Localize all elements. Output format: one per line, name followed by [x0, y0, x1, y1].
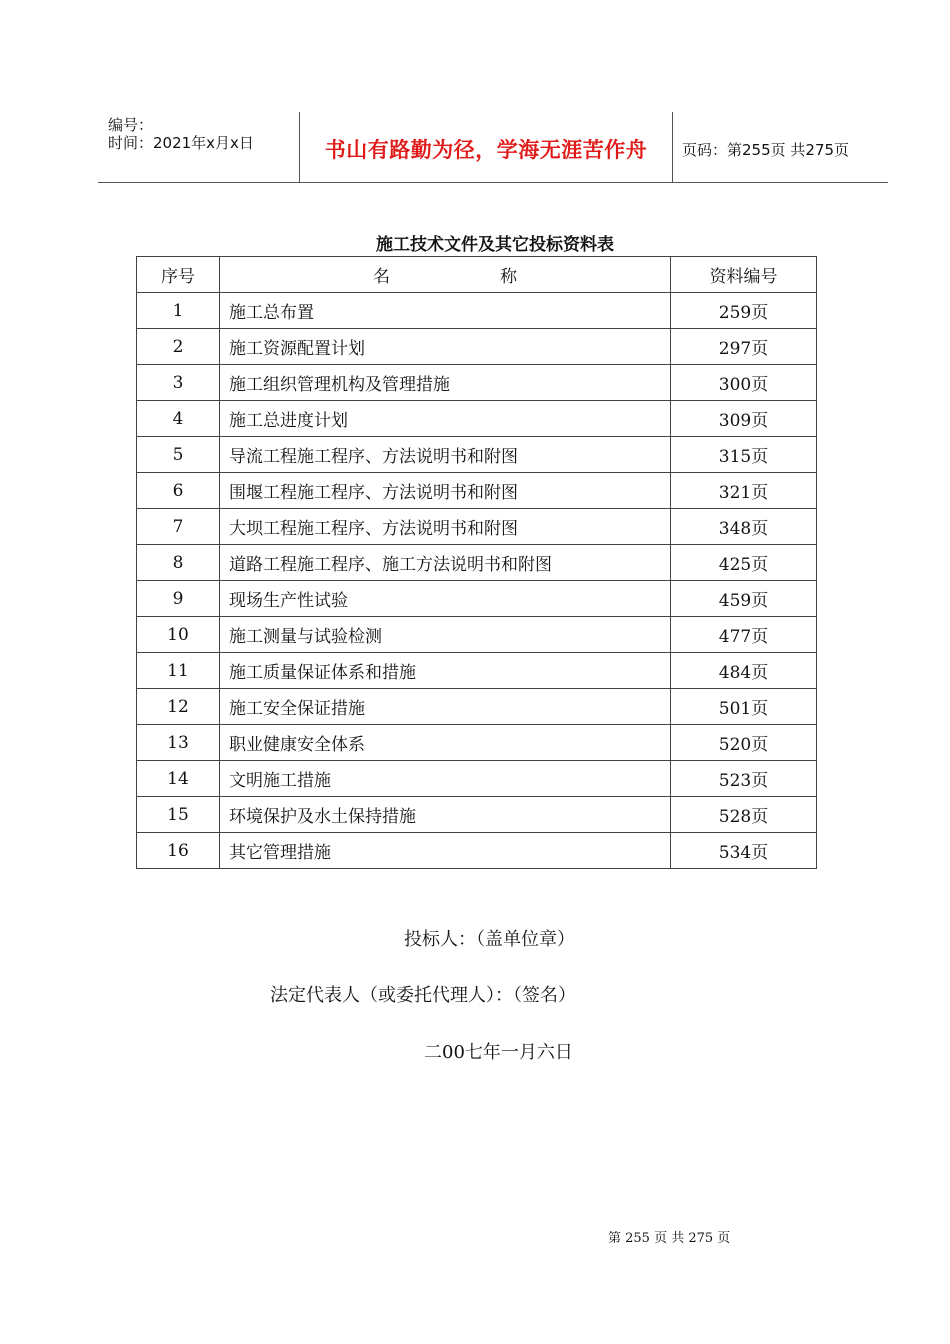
row-name: 其它管理措施 — [220, 833, 671, 869]
page-footer: 第 255 页 共 275 页 — [608, 1231, 731, 1246]
table-row — [137, 761, 817, 797]
row-name: 现场生产性试验 — [220, 581, 671, 617]
row-code: 520页 — [671, 725, 817, 761]
row-name: 导流工程施工程序、方法说明书和附图 — [220, 437, 671, 473]
row-name: 职业健康安全体系 — [220, 725, 671, 761]
row-code: 300页 — [671, 365, 817, 401]
representative-signature-line: 法定代表人（或委托代理人）：（签名） — [270, 985, 576, 1006]
row-number: 9 — [137, 581, 220, 617]
row-code: 315页 — [671, 437, 817, 473]
table-row — [137, 797, 817, 833]
row-name: 文明施工措施 — [220, 761, 671, 797]
signature-date: 二00七年一月六日 — [424, 1042, 573, 1063]
header-divider — [672, 112, 673, 182]
row-code: 425页 — [671, 545, 817, 581]
table-row — [137, 329, 817, 365]
row-code: 348页 — [671, 509, 817, 545]
table-row — [137, 833, 817, 869]
document-number-label: 编号： — [108, 116, 154, 134]
row-name: 道路工程施工程序、施工方法说明书和附图 — [220, 545, 671, 581]
table-row — [137, 545, 817, 581]
row-name: 施工安全保证措施 — [220, 689, 671, 725]
table-row — [137, 401, 817, 437]
row-name: 施工资源配置计划 — [220, 329, 671, 365]
row-code: 501页 — [671, 689, 817, 725]
header-page-info: 页码：第255页 共275页 — [682, 141, 850, 159]
row-number: 16 — [137, 833, 220, 869]
table-row — [137, 509, 817, 545]
row-code: 523页 — [671, 761, 817, 797]
row-name: 大坝工程施工程序、方法说明书和附图 — [220, 509, 671, 545]
column-header-name — [220, 257, 671, 293]
row-number: 4 — [137, 401, 220, 437]
bidder-signature-line: 投标人：（盖单位章） — [404, 929, 575, 950]
row-code: 534页 — [671, 833, 817, 869]
row-number: 11 — [137, 653, 220, 689]
table-row — [137, 293, 817, 329]
row-code: 309页 — [671, 401, 817, 437]
document-title: 施工技术文件及其它投标资料表 — [376, 235, 614, 255]
row-name: 施工总进度计划 — [220, 401, 671, 437]
table-row — [137, 653, 817, 689]
row-name: 围堰工程施工程序、方法说明书和附图 — [220, 473, 671, 509]
row-name: 施工组织管理机构及管理措施 — [220, 365, 671, 401]
table-row — [137, 365, 817, 401]
table-row — [137, 617, 817, 653]
row-name: 环境保护及水土保持措施 — [220, 797, 671, 833]
page-header — [98, 112, 888, 183]
row-name: 施工总布置 — [220, 293, 671, 329]
column-header-no: 序号 — [137, 257, 220, 293]
row-number: 10 — [137, 617, 220, 653]
table-row — [137, 437, 817, 473]
table-body — [137, 293, 817, 869]
row-code: 484页 — [671, 653, 817, 689]
table-row — [137, 725, 817, 761]
column-header-code: 资料编号 — [671, 257, 817, 293]
materials-table — [136, 256, 817, 869]
row-name: 施工质量保证体系和措施 — [220, 653, 671, 689]
row-number: 8 — [137, 545, 220, 581]
row-code: 477页 — [671, 617, 817, 653]
row-number: 15 — [137, 797, 220, 833]
row-number: 1 — [137, 293, 220, 329]
row-code: 259页 — [671, 293, 817, 329]
table-row — [137, 689, 817, 725]
document-time-label: 时间：2021年x月x日 — [108, 134, 254, 152]
row-name: 施工测量与试验检测 — [220, 617, 671, 653]
row-code: 321页 — [671, 473, 817, 509]
table-row — [137, 581, 817, 617]
row-code: 459页 — [671, 581, 817, 617]
column-header-name-part2: 称 — [500, 267, 517, 287]
table-header-row — [137, 257, 817, 293]
row-code: 528页 — [671, 797, 817, 833]
row-number: 13 — [137, 725, 220, 761]
row-code: 297页 — [671, 329, 817, 365]
row-number: 2 — [137, 329, 220, 365]
header-meta — [108, 116, 254, 152]
header-motto: 书山有路勤为径，学海无涯苦作舟 — [324, 138, 648, 162]
row-number: 12 — [137, 689, 220, 725]
row-number: 14 — [137, 761, 220, 797]
row-number: 7 — [137, 509, 220, 545]
row-number: 6 — [137, 473, 220, 509]
table-row — [137, 473, 817, 509]
row-number: 5 — [137, 437, 220, 473]
row-number: 3 — [137, 365, 220, 401]
column-header-name-part1: 名 — [373, 267, 390, 287]
